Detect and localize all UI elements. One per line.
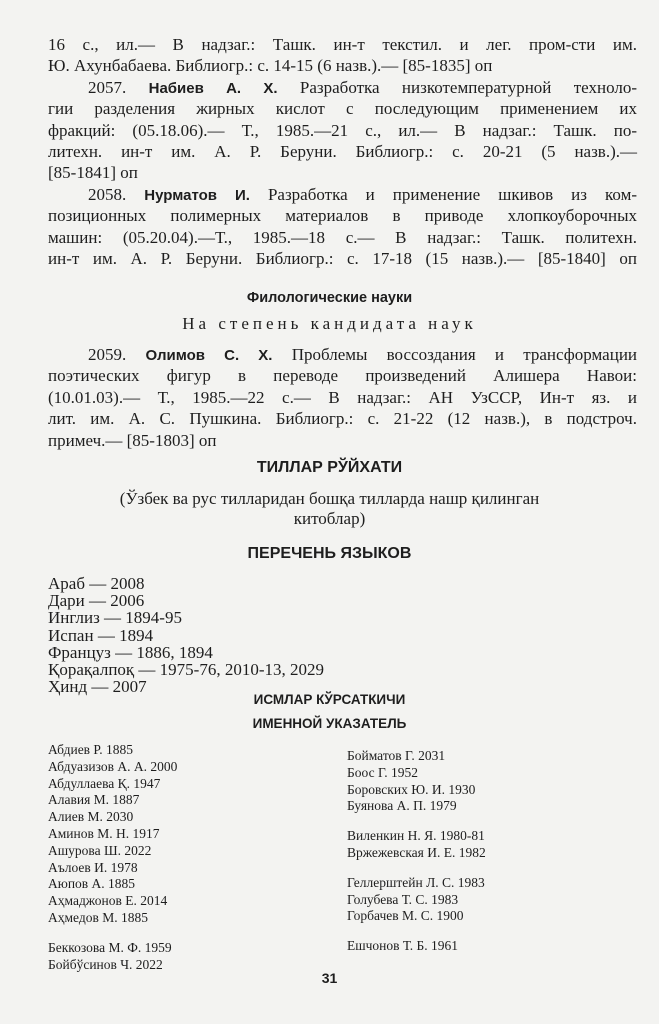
languages-subtitle-2: китоблар) <box>293 509 366 528</box>
languages-list <box>48 575 637 695</box>
index-entry: Виленкин Н. Я. 1980-81 <box>347 828 485 844</box>
index-entry: Голубева Т. С. 1983 <box>347 891 459 907</box>
text-line: 16 с., ил.— В надзаг.: Ташк. ин-т текстил. и лег. пром-сти им. <box>48 35 637 54</box>
text-line: (10.01.03).— Т., 1985.—22 с.— В надзаг.: АН УзССР, Ин-т яз. и <box>48 387 637 407</box>
index-entry: Беккозова М. Ф. 1959 <box>48 939 172 955</box>
entry-author: Набиев А. Х. <box>148 79 278 97</box>
language-item: Француз — 1886, 1894 <box>48 642 213 662</box>
languages-title-ru: ПЕРЕЧЕНЬ ЯЗЫКОВ <box>247 545 412 562</box>
index-entry: Аминов М. Н. 1917 <box>48 825 160 841</box>
index-left-column <box>48 742 177 973</box>
entry-2057-head <box>48 77 637 98</box>
index-entry: Геллерштейн Л. С. 1983 <box>347 874 485 890</box>
text-line: Ю. Ахунбабаева. Библиогр.: с. 14-15 (6 назв.).— [85-1835] оп <box>48 56 493 76</box>
entry-number: 2059. <box>88 345 127 364</box>
text-line: лит. им. А. С. Пушкина. Библиогр.: с. 21-22 (12 назв.), в подстроч. <box>48 409 637 429</box>
section-heading: Филологические науки <box>246 290 413 306</box>
index-title-uz: ИСМЛАР КЎРСАТКИЧИ <box>253 692 406 707</box>
entry-number: 2058. <box>88 184 127 204</box>
index-entry: Боровских Ю. И. 1930 <box>347 781 476 797</box>
index-entry: Абдуллаева Қ. 1947 <box>48 775 161 791</box>
index-title-ru: ИМЕННОЙ УКАЗАТЕЛЬ <box>252 716 407 731</box>
index-entry: Аълоев И. 1978 <box>48 859 138 875</box>
entry-2059 <box>48 344 637 451</box>
entry-title-start: Проблемы воссоздания и трансформации <box>291 345 638 364</box>
entry-2059-head <box>48 344 637 365</box>
index-entry: Ешчонов Т. Б. 1961 <box>347 938 459 954</box>
text-line: машин: (05.20.04).—Т., 1985.—18 с.— В надзаг.: Ташк. политехн. <box>48 227 637 247</box>
text-line: гии разделения жирных кислот с последующим применением их <box>48 99 637 119</box>
index-right-column <box>347 748 486 955</box>
index-entry: Бойматов Г. 2031 <box>347 748 446 763</box>
subsection-heading: На степень кандидата наук <box>182 314 477 333</box>
entry-title-start: Разработка и применение шкивов из ком- <box>267 184 637 204</box>
index-entry: Бойбўсинов Ч. 2022 <box>48 956 163 972</box>
language-item: Испан — 1894 <box>48 625 154 645</box>
language-item: Араб — 2008 <box>48 574 145 593</box>
index-entry: Боос Г. 1952 <box>347 764 418 780</box>
language-item: Дари — 2006 <box>48 591 145 611</box>
index-entry: Аюпов А. 1885 <box>48 876 136 892</box>
index-entry: Буянова А. П. 1979 <box>347 798 457 814</box>
index-entry: Аҳмедов М. 1885 <box>48 909 148 925</box>
entry-title-start: Разработка низкотемпературной техноло- <box>299 77 638 97</box>
language-item: Қорақалпоқ — 1975-76, 2010-13, 2029 <box>48 660 325 680</box>
index-entry: Вржежевская И. Е. 1982 <box>347 844 486 860</box>
text-line: примеч.— [85-1803] оп <box>48 430 217 450</box>
language-item: Ҳинд — 2007 <box>48 677 147 697</box>
entry-2058-head <box>48 184 637 205</box>
text-line: ин-т им. А. Р. Беруни. Библиогр.: с. 17-18 (15 назв.).— [85-1840] оп <box>48 248 637 268</box>
entry-author: Нурматов И. <box>144 186 250 204</box>
index-entry: Горбачев М. С. 1900 <box>347 908 464 924</box>
text-line: поэтических фигур в переводе произведений Алишера Навои: <box>48 366 637 386</box>
index-entry: Аҳмаджонов Е. 2014 <box>48 893 168 909</box>
index-entry: Ашурова Ш. 2022 <box>48 842 152 858</box>
entry-number: 2057. <box>88 77 127 97</box>
index-entry: Алавия М. 1887 <box>48 792 140 808</box>
languages-title-uz: ТИЛЛАР РЎЙХАТИ <box>256 459 403 476</box>
text-line: фракций: (05.18.06).— Т., 1985.—21 с., ил.— В надзаг.: Ташк. по- <box>48 120 637 140</box>
text-line: позиционных полимерных материалов в приводе хлопкоуборочных <box>48 206 637 226</box>
index-entry: Абдиев Р. 1885 <box>48 742 134 757</box>
entries-top <box>48 34 637 269</box>
index-entry: Алиев М. 2030 <box>48 809 134 825</box>
text-line: [85-1841] оп <box>48 163 138 183</box>
language-item: Инглиз — 1894-95 <box>48 608 182 628</box>
text-line: литехн. ин-т им. А. Р. Беруни. Библиогр.: с. 20-21 (5 назв.).— <box>48 141 637 161</box>
index-entry: Абдуазизов А. А. 2000 <box>48 758 178 774</box>
entry-author: Олимов С. Х. <box>145 347 273 364</box>
page-number: 31 <box>321 970 338 986</box>
languages-subtitle-1: (Ўзбек ва рус тилларидан бошқа тилларда нашр қилинган <box>119 489 540 508</box>
